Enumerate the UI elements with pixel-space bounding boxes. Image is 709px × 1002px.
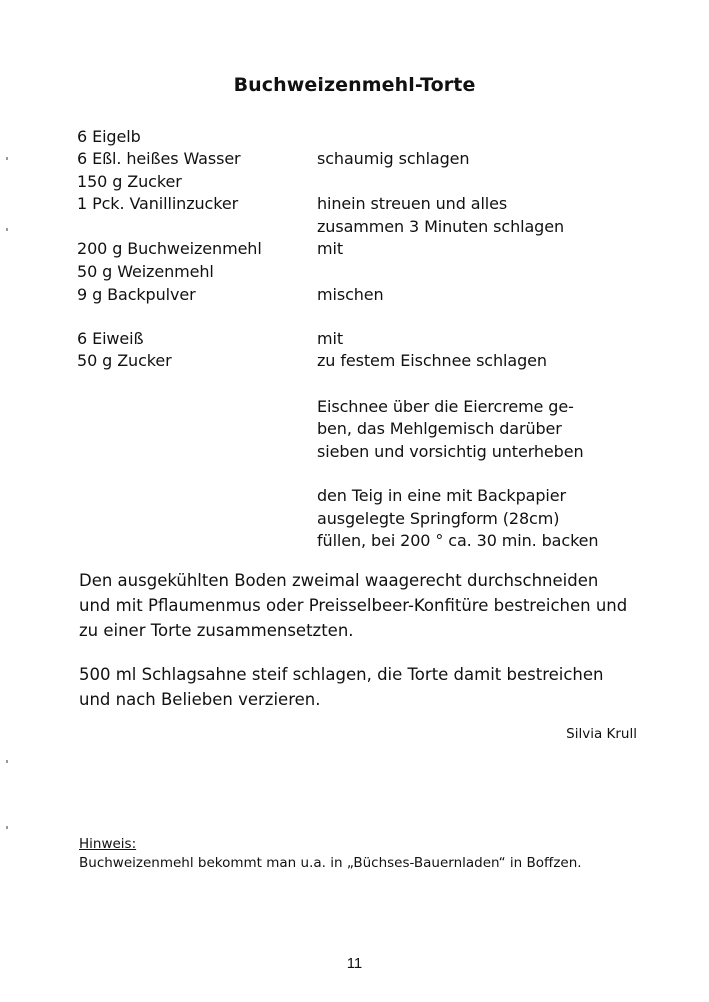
ingredient-line: 50 g Weizenmehl xyxy=(77,262,214,281)
paragraph-line: 500 ml Schlagsahne steif schlagen, die Torte damit bestreichen xyxy=(79,665,604,684)
instruction-line: ben, das Mehlgemisch darüber xyxy=(317,419,562,438)
scan-mark xyxy=(6,760,8,763)
ingredient-line: 9 g Backpulver xyxy=(77,285,196,304)
ingredient-line: 6 Eigelb xyxy=(77,127,141,146)
hint-label: Hinweis: xyxy=(79,836,137,852)
instruction-line: mischen xyxy=(317,285,384,304)
author-signature: Silvia Krull xyxy=(566,726,637,742)
ingredient-line: 50 g Zucker xyxy=(77,351,172,370)
instruction-line: schaumig schlagen xyxy=(317,149,470,168)
instruction-line: füllen, bei 200 ° ca. 30 min. backen xyxy=(317,531,599,550)
paragraph-line: Den ausgekühlten Boden zweimal waagerecht durchschneiden xyxy=(79,571,599,590)
instruction-line: den Teig in eine mit Backpapier xyxy=(317,486,566,505)
instruction-line: mit xyxy=(317,239,344,258)
instruction-line: hinein streuen und alles xyxy=(317,194,508,213)
ingredient-line: 200 g Buchweizenmehl xyxy=(77,239,262,258)
instruction-line: mit xyxy=(317,329,344,348)
instruction-line: Eischnee über die Eiercreme ge- xyxy=(317,397,574,416)
ingredient-line: 1 Pck. Vanillinzucker xyxy=(77,194,239,213)
recipe-title: Buchweizenmehl-Torte xyxy=(233,74,476,96)
instruction-line: zusammen 3 Minuten schlagen xyxy=(317,217,565,236)
paragraph-line: und nach Belieben verzieren. xyxy=(79,690,321,709)
scan-mark xyxy=(6,157,8,160)
page-number: 11 xyxy=(346,955,363,972)
paragraph-line: zu einer Torte zusammensetzten. xyxy=(79,621,354,640)
instruction-line: zu festem Eischnee schlagen xyxy=(317,351,547,370)
ingredient-line: 6 Eßl. heißes Wasser xyxy=(77,149,241,168)
scan-mark xyxy=(6,826,8,829)
instruction-line: ausgelegte Springform (28cm) xyxy=(317,509,560,528)
instruction-line: sieben und vorsichtig unterheben xyxy=(317,442,584,461)
paragraph-line: und mit Pflaumenmus oder Preisselbeer-Konfitüre bestreichen und xyxy=(79,596,628,615)
ingredient-line: 150 g Zucker xyxy=(77,172,182,191)
scan-mark xyxy=(6,228,8,231)
ingredient-line: 6 Eiweiß xyxy=(77,329,144,348)
hint-text: Buchweizenmehl bekommt man u.a. in „Büchses-Bauernladen“ in Boffzen. xyxy=(79,855,582,871)
